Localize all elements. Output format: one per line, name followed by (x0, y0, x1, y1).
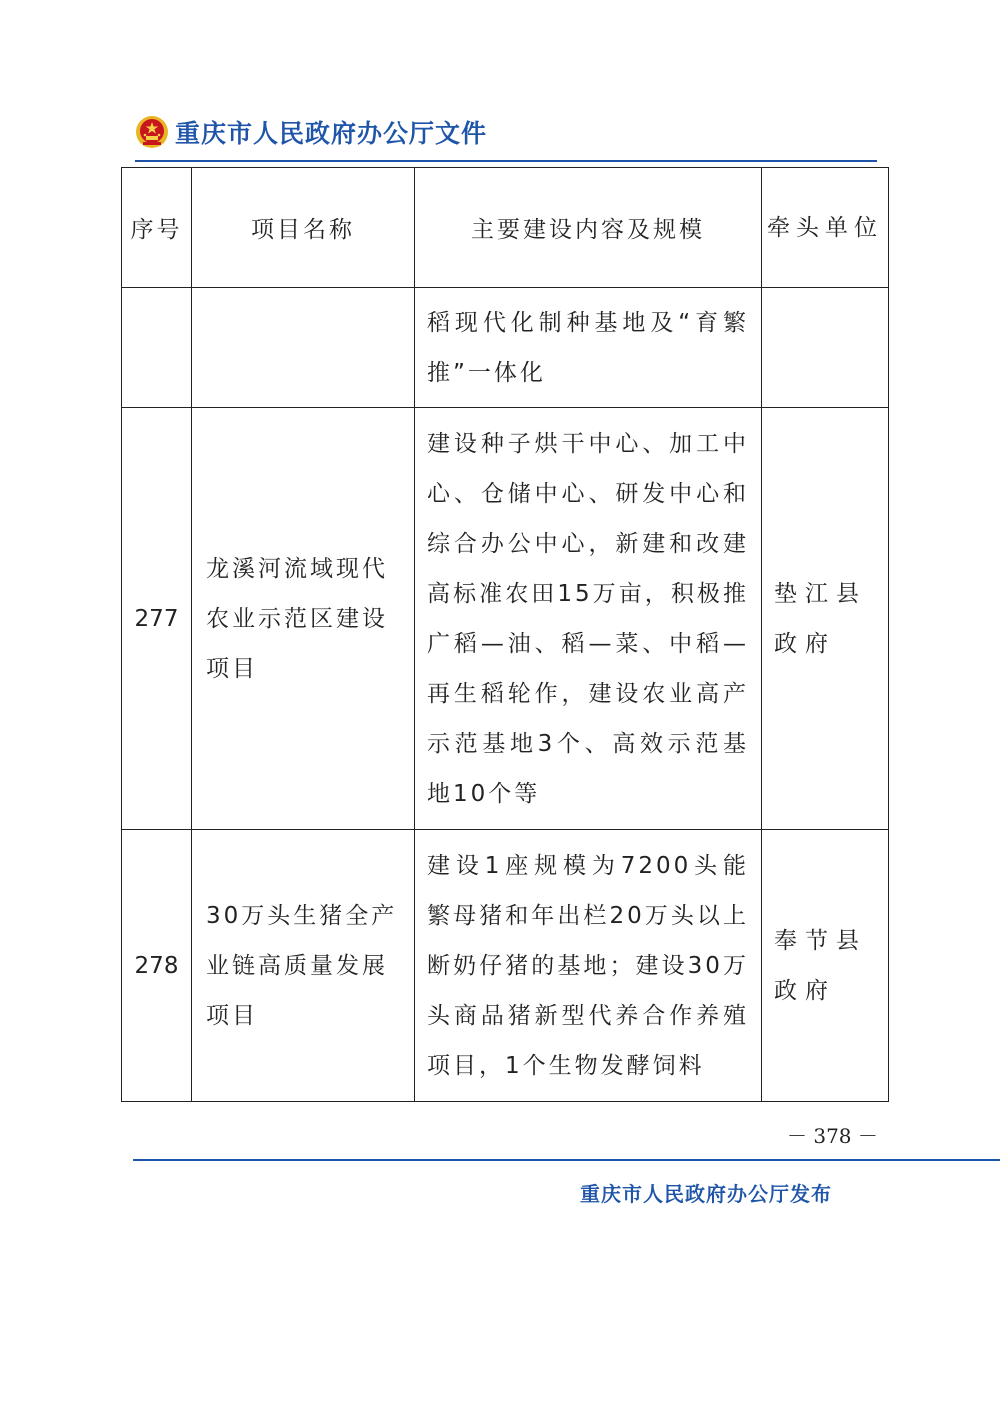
cell-content (415, 288, 762, 408)
national-emblem-icon (135, 115, 169, 149)
document-header (135, 112, 487, 152)
header-title: 重庆市人民政府办公厅文件 (175, 119, 488, 148)
cell-content-text: 建设1座规模为7200头能繁母猪和年出栏20万头以上断奶仔猪的基地；建设30万头商品猪新型代养合作养殖项目，1个生物发酵饲料 (427, 852, 749, 1079)
header-seq: 序号 (122, 168, 192, 288)
cell-content-text: 稻现代化制种基地及“育繁推”一体化 (427, 309, 749, 386)
page-number: － 378 － (787, 1124, 878, 1148)
header-unit: 牵头单位 (762, 168, 889, 288)
cell-unit (762, 830, 889, 1102)
cell-unit (762, 408, 889, 830)
project-table (121, 167, 889, 1102)
table-row (122, 288, 889, 408)
header-content: 主要建设内容及规模 (415, 168, 762, 288)
cell-seq (122, 288, 192, 408)
cell-content (415, 408, 762, 830)
table-row (122, 830, 889, 1102)
cell-name-text: 龙溪河流域现代农业示范区建设项目 (206, 555, 388, 682)
cell-content-text: 建设种子烘干中心、加工中心、仓储中心、研发中心和综合办公中心，新建和改建高标准农田15万亩，积极推广稻—油、稻—菜、中稻—再生稻轮作，建设农业高产示范基地3个、高效示范基地10个等 (427, 430, 749, 807)
table-row (122, 408, 889, 830)
cell-seq: 277 (122, 408, 192, 830)
cell-unit-text: 奉节县政府 (774, 927, 867, 1004)
cell-name (192, 288, 415, 408)
footer-publisher: 重庆市人民政府办公厅发布 (580, 1182, 832, 1206)
cell-name-text: 30万头生猪全产业链高质量发展项目 (206, 902, 398, 1029)
cell-name (192, 408, 415, 830)
cell-unit-text: 垫江县政府 (774, 580, 867, 657)
header-name: 项目名称 (192, 168, 415, 288)
footer-divider (133, 1159, 1000, 1161)
cell-seq: 278 (122, 830, 192, 1102)
cell-content (415, 830, 762, 1102)
table-header-row (122, 168, 889, 288)
cell-unit (762, 288, 889, 408)
header-divider (135, 160, 877, 162)
cell-name (192, 830, 415, 1102)
